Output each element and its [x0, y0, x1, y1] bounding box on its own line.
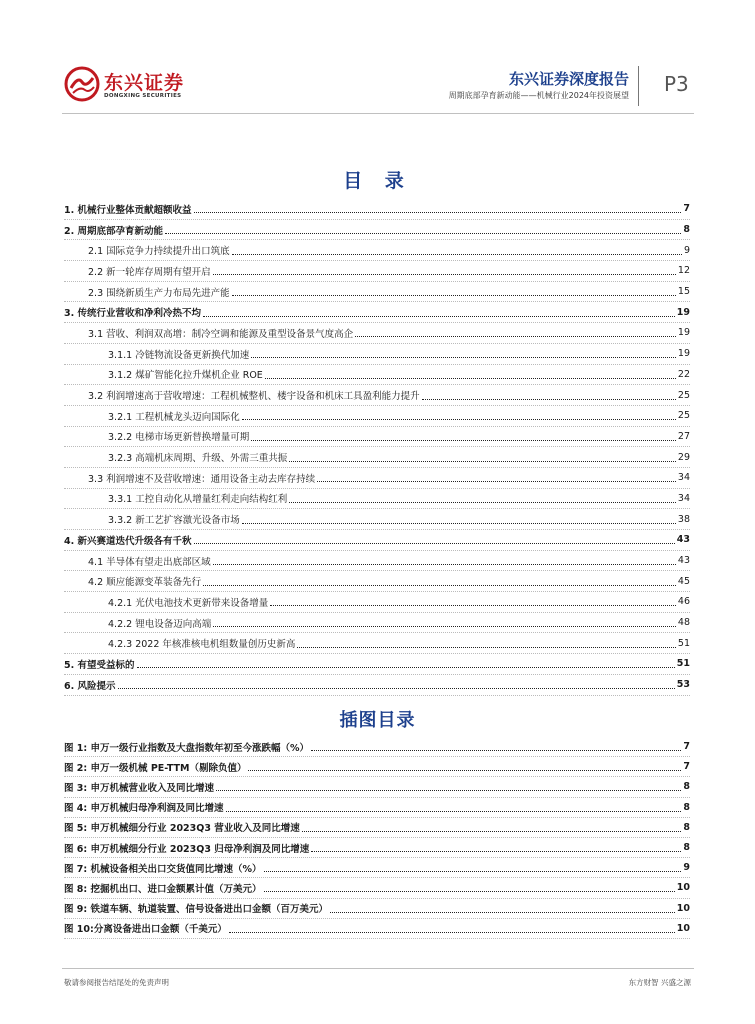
figure-entry-text: 图 2: 申万一级机械 PE-TTM（剔除负值）: [64, 762, 247, 774]
figure-entry-text: 图 5: 申万机械细分行业 2023Q3 营业收入及同比增速: [64, 823, 300, 835]
figure-entry-text: 图 9: 铁道车辆、轨道装置、信号设备进出口金额（百万美元）: [64, 904, 329, 916]
toc-entry-page: 19: [676, 306, 690, 318]
toc-entry-page: 53: [676, 679, 690, 691]
figure-entry-text: 图 1: 申万一级行业指数及大盘指数年初至今涨跌幅（%）: [64, 742, 310, 754]
toc-entry[interactable]: [64, 633, 690, 654]
toc-entry-page: 34: [677, 472, 690, 484]
figure-entry[interactable]: [64, 757, 690, 777]
dot-leader: [317, 481, 676, 482]
dot-leader: [213, 564, 676, 565]
toc-entry[interactable]: [64, 282, 690, 303]
toc-entry-text: 2.2 新一轮库存周期有望开启: [88, 266, 211, 278]
figure-entry-page: 10: [676, 882, 690, 894]
toc-entry-text: 5. 有望受益标的: [64, 659, 135, 671]
dot-leader: [265, 378, 676, 379]
dot-leader: [226, 811, 682, 812]
dot-leader: [422, 399, 676, 400]
page-header: [0, 0, 755, 120]
figure-entry-page: 8: [683, 842, 690, 854]
toc-entry-text: 4. 新兴赛道迭代升级各有千秋: [64, 535, 192, 547]
toc-entry-text: 4.2.2 锂电设备迈向高端: [108, 618, 212, 630]
toc-entry[interactable]: [64, 199, 690, 220]
page-number: P3: [664, 72, 689, 96]
dot-leader: [242, 523, 676, 524]
toc-entry[interactable]: [64, 365, 690, 386]
toc-entry-page: 8: [683, 224, 690, 236]
toc-entry-text: 2.1 国际竞争力持续提升出口筑底: [88, 246, 230, 258]
toc-title: 目 录: [343, 170, 412, 192]
dot-leader: [213, 626, 676, 627]
figure-entry[interactable]: [64, 919, 690, 939]
dot-leader: [232, 295, 676, 296]
dot-leader: [137, 667, 675, 668]
dot-leader: [165, 233, 681, 234]
figure-entry-text: 图 6: 申万机械细分行业 2023Q3 归母净利润及同比增速: [64, 843, 310, 855]
figure-entry-text: 图 4: 申万机械归母净利润及同比增速: [64, 803, 224, 815]
toc-entry-page: 43: [676, 534, 690, 546]
toc-entry[interactable]: [64, 220, 690, 241]
header-divider: [638, 66, 639, 106]
figure-entry[interactable]: [64, 798, 690, 818]
toc-entry-text: 2.3 围绕新质生产力布局先进产能: [88, 287, 230, 299]
toc-entry-text: 3. 传统行业营收和净利冷热不均: [64, 308, 202, 320]
dot-leader: [311, 750, 681, 751]
toc-entry-text: 4.2 顺应能源变革装备先行: [88, 577, 202, 589]
toc-entry-page: 19: [677, 348, 690, 360]
toc-entry-page: 48: [677, 617, 690, 629]
figure-entry-text: 图 10:分离设备进出口金额（千美元）: [64, 924, 227, 936]
figure-entry-page: 7: [683, 761, 690, 773]
figure-list: [64, 737, 690, 939]
dot-leader: [302, 831, 682, 832]
toc-entry-page: 38: [677, 513, 690, 525]
toc-entry[interactable]: [64, 654, 690, 675]
toc-entry-page: 25: [677, 389, 690, 401]
figure-entry[interactable]: [64, 777, 690, 797]
figure-entry-page: 8: [683, 801, 690, 813]
toc-entry-page: 27: [677, 430, 690, 442]
figure-entry-text: 图 3: 申万机械营业收入及同比增速: [64, 782, 215, 794]
dot-leader: [194, 212, 682, 213]
dot-leader: [355, 336, 676, 337]
toc-entry-text: 3.3 利润增速不及营收增速：通用设备主动去库存持续: [88, 473, 316, 485]
footer-rule: [62, 968, 694, 969]
report-subtitle: 周期底部孕育新动能——机械行业2024年投资展望: [448, 91, 629, 100]
toc-entry[interactable]: [64, 675, 690, 696]
logo-chinese-name: 东兴证券: [104, 72, 185, 94]
toc-entry-page: 51: [677, 637, 690, 649]
toc-entry-page: 12: [677, 265, 690, 277]
toc-entry-page: 45: [677, 575, 690, 587]
toc-entry[interactable]: [64, 323, 690, 344]
dot-leader: [118, 688, 675, 689]
toc-entry[interactable]: [64, 261, 690, 282]
toc-entry-text: 3.3.2 新工艺扩容激光设备市场: [108, 515, 240, 527]
figure-entry-text: 图 7: 机械设备相关出口交货值同比增速（%）: [64, 863, 262, 875]
toc-entry-text: 4.1 半导体有望走出底部区域: [88, 556, 211, 568]
figure-entry-page: 9: [683, 862, 690, 874]
dot-leader: [203, 585, 676, 586]
footer-disclaimer: 敬请参阅报告结尾处的免责声明: [64, 978, 169, 987]
toc-entry[interactable]: [64, 427, 690, 448]
toc-entry-page: 46: [677, 596, 690, 608]
dot-leader: [251, 440, 676, 441]
dongxing-logo-icon: [64, 66, 100, 102]
figure-list-title: 插图目录: [339, 710, 416, 731]
report-title: 东兴证券深度报告: [508, 70, 629, 88]
toc-entry[interactable]: [64, 489, 690, 510]
figure-entry-page: 8: [683, 781, 690, 793]
logo-english-name: DONGXING SECURITIES: [104, 93, 182, 99]
toc-entry[interactable]: [64, 509, 690, 530]
toc-entry[interactable]: [64, 240, 690, 261]
toc-entry-page: 34: [677, 492, 690, 504]
toc-entry[interactable]: [64, 592, 690, 613]
toc-entry[interactable]: [64, 385, 690, 406]
figure-entry[interactable]: [64, 878, 690, 898]
dot-leader: [264, 871, 682, 872]
toc-entry-page: 51: [676, 658, 690, 670]
toc-entry[interactable]: [64, 530, 690, 551]
dot-leader: [311, 851, 681, 852]
toc-list: [64, 199, 690, 696]
dot-leader: [289, 502, 676, 503]
dot-leader: [330, 912, 675, 913]
toc-entry-text: 4.2.1 光伏电池技术更新带来设备增量: [108, 597, 269, 609]
toc-entry-text: 1. 机械行业整体贡献超额收益: [64, 204, 192, 216]
dot-leader: [216, 790, 681, 791]
toc-entry-text: 4.2.3 2022 年核准核电机组数量创历史新高: [108, 639, 296, 651]
toc-entry-page: 25: [677, 410, 690, 422]
toc-entry-page: 19: [677, 327, 690, 339]
figure-entry-page: 8: [683, 821, 690, 833]
toc-entry-text: 3.2.1 工程机械龙头迈向国际化: [108, 411, 240, 423]
toc-entry[interactable]: [64, 551, 690, 572]
dot-leader: [289, 461, 676, 462]
figure-entry-text: 图 8: 挖掘机出口、进口金额累计值（万美元）: [64, 883, 262, 895]
toc-entry-page: 22: [677, 368, 690, 380]
toc-entry[interactable]: [64, 302, 690, 323]
figure-entry[interactable]: [64, 818, 690, 838]
toc-entry-text: 2. 周期底部孕育新动能: [64, 225, 164, 237]
toc-entry-page: 9: [683, 244, 690, 256]
toc-entry[interactable]: [64, 468, 690, 489]
dot-leader: [203, 316, 675, 317]
dot-leader: [213, 274, 676, 275]
company-logo: [64, 66, 194, 106]
toc-entry-text: 3.3.1 工控自动化从增量红利走向结构红利: [108, 494, 288, 506]
toc-entry-text: 3.2.2 电梯市场更新替换增量可期: [108, 432, 250, 444]
toc-entry-page: 15: [677, 286, 690, 298]
figure-entry-page: 7: [683, 741, 690, 753]
figure-entry-page: 10: [676, 922, 690, 934]
toc-entry[interactable]: [64, 613, 690, 634]
figure-entry[interactable]: [64, 858, 690, 878]
toc-entry-text: 3.2 利润增速高于营收增速：工程机械整机、楼宇设备和机床工具盈利能力提升: [88, 391, 420, 403]
toc-entry-text: 3.1.2 煤矿智能化拉升煤机企业 ROE: [108, 370, 263, 382]
dot-leader: [270, 605, 676, 606]
figure-entry-page: 10: [676, 902, 690, 914]
dot-leader: [297, 647, 676, 648]
dot-leader: [194, 543, 675, 544]
footer-slogan: 东方财智 兴盛之源: [628, 978, 691, 987]
figure-entry[interactable]: [64, 838, 690, 858]
toc-entry[interactable]: [64, 344, 690, 365]
dot-leader: [248, 770, 681, 771]
toc-entry-text: 3.1 营收、利润双高增：制冷空调和能源及重型设备景气度高企: [88, 328, 354, 340]
dot-leader: [229, 932, 675, 933]
toc-entry-text: 6. 风险提示: [64, 680, 116, 692]
figure-entry[interactable]: [64, 899, 690, 919]
figure-entry[interactable]: [64, 737, 690, 757]
toc-entry-page: 29: [677, 451, 690, 463]
toc-entry[interactable]: [64, 406, 690, 427]
dot-leader: [232, 254, 682, 255]
toc-entry[interactable]: [64, 571, 690, 592]
toc-entry-text: 3.2.3 高端机床周期、升级、外需三重共振: [108, 453, 288, 465]
header-rule: [62, 113, 694, 114]
dot-leader: [264, 891, 675, 892]
toc-entry[interactable]: [64, 447, 690, 468]
toc-entry-page: 43: [677, 555, 690, 567]
dot-leader: [242, 419, 676, 420]
toc-entry-text: 3.1.1 冷链物流设备更新换代加速: [108, 349, 250, 361]
toc-entry-page: 7: [683, 203, 690, 215]
dot-leader: [251, 357, 676, 358]
